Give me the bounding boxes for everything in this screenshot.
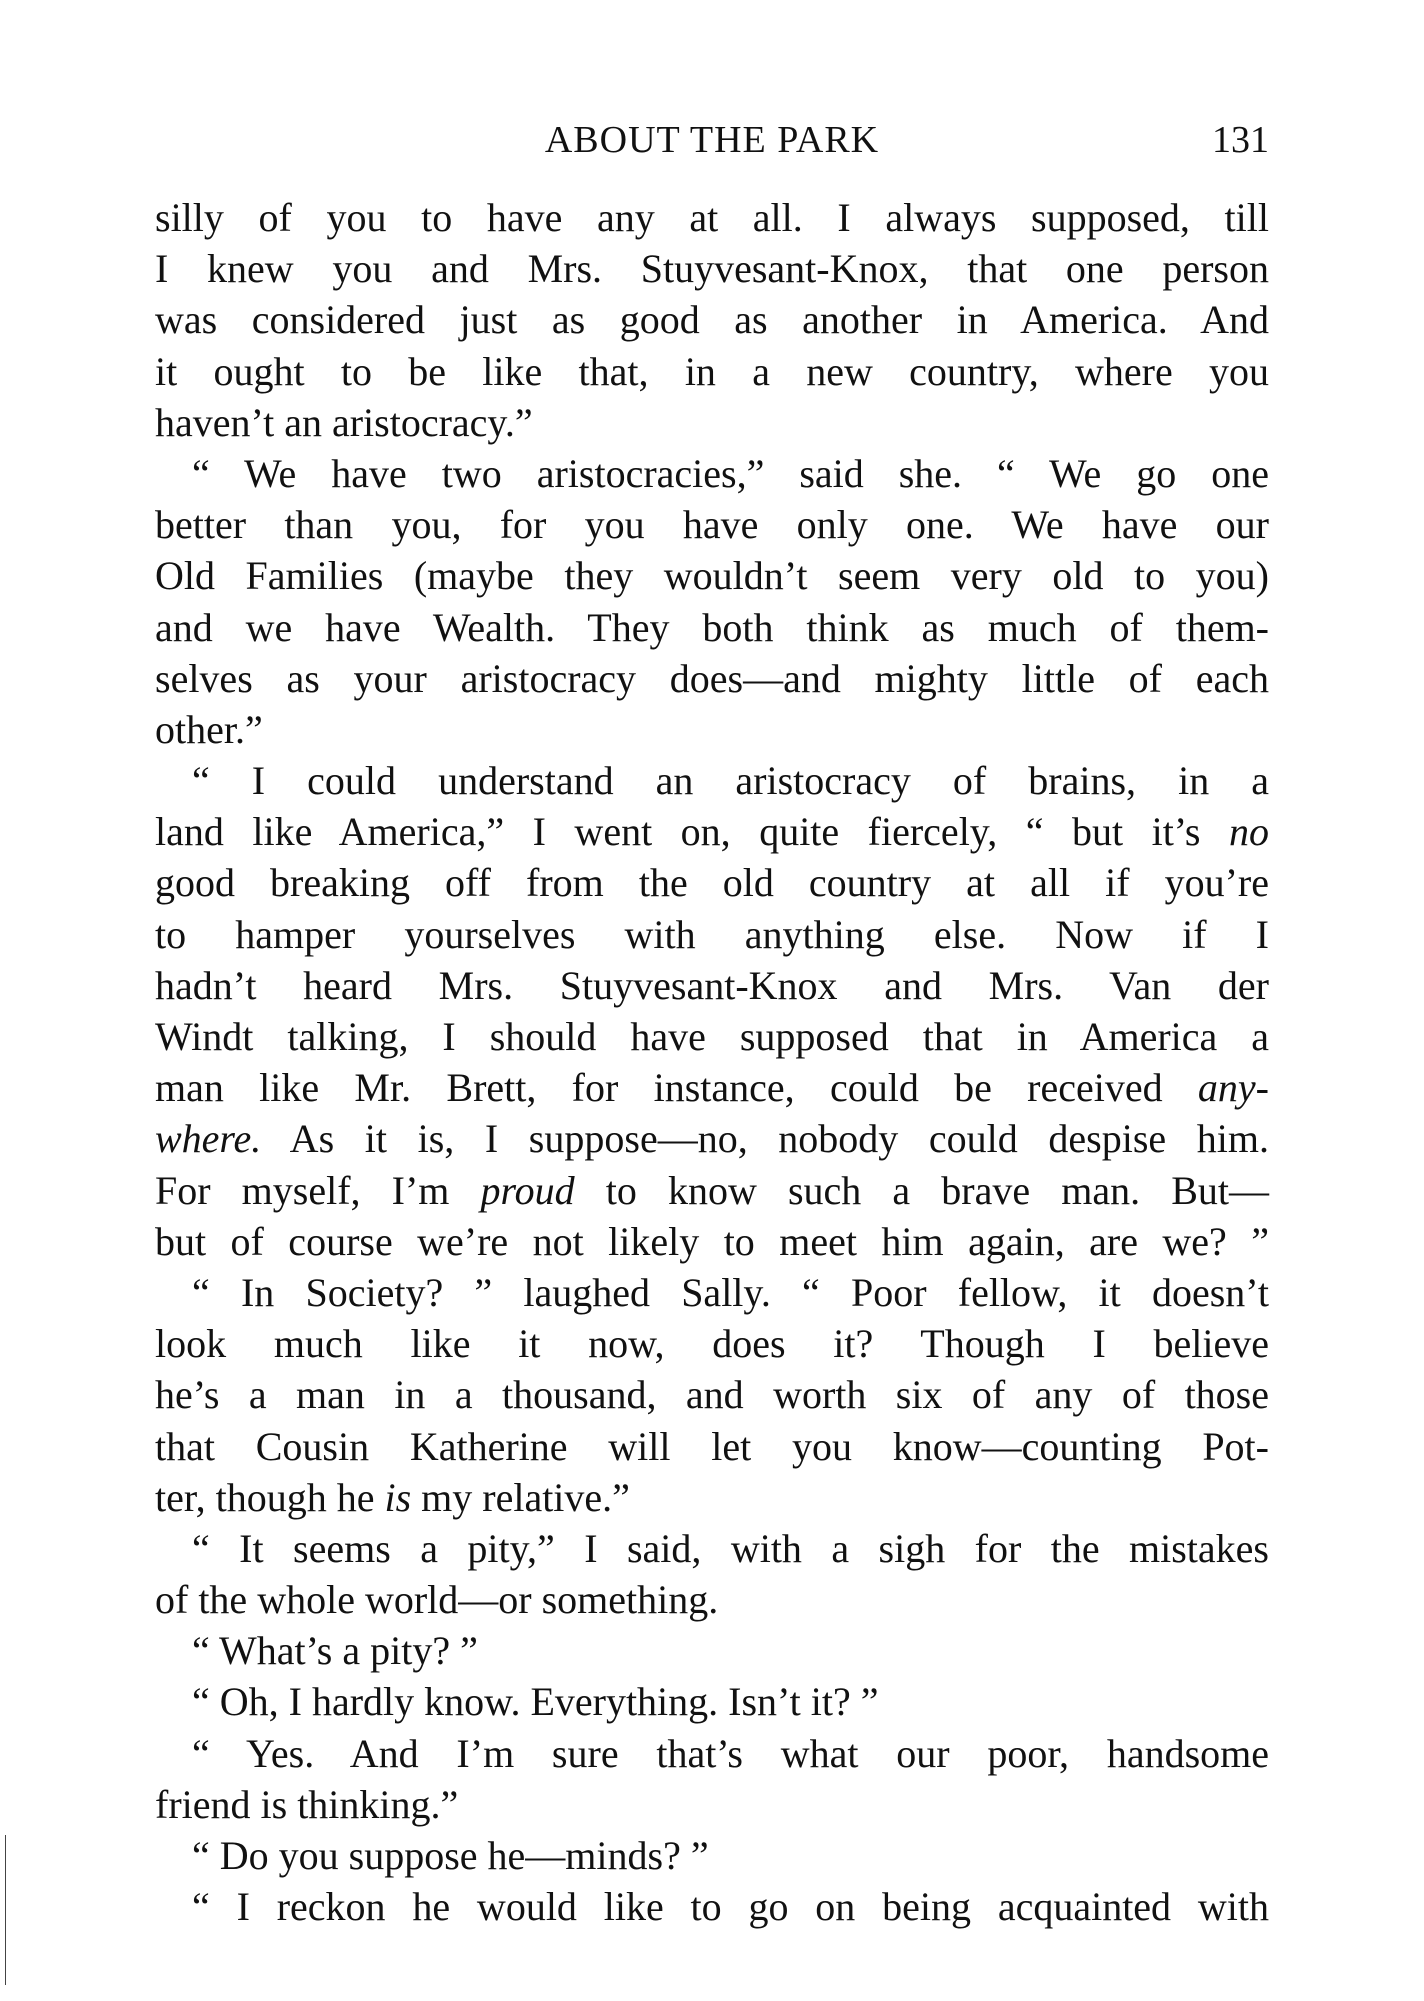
text-line — [155, 1676, 1269, 1727]
text-line — [155, 857, 1269, 908]
text-segment: selves as your aristocracy does—and mighty little of each — [155, 655, 1269, 701]
text-segment: “ Oh, I hardly know. Everything. Isn’t it? ” — [192, 1679, 879, 1725]
text-segment: man like Mr. Brett, for instance, could be received — [155, 1065, 1198, 1111]
text-segment: “ I reckon he would like to go on being acquainted with — [192, 1884, 1269, 1930]
text-line — [155, 294, 1269, 345]
text-segment: hadn’t heard Mrs. Stuyvesant-Knox and Mrs. Van der — [155, 962, 1269, 1008]
margin-rule — [5, 1835, 6, 1985]
text-segment: to know such a brave man. But— — [574, 1167, 1270, 1213]
text-segment: “ We have two aristocracies,” said she. “ We go one — [192, 450, 1269, 496]
text-line — [155, 1165, 1269, 1216]
text-line — [155, 192, 1269, 243]
text-line — [155, 1113, 1269, 1164]
italic-text: where. — [155, 1116, 262, 1162]
text-line — [155, 755, 1269, 806]
text-segment: “ In Society? ” laughed Sally. “ Poor fellow, it doesn’t — [192, 1269, 1269, 1315]
text-line — [155, 1625, 1269, 1676]
text-segment: land like America,” I went on, quite fiercely, “ but it’s — [155, 809, 1229, 855]
text-line — [155, 960, 1269, 1011]
text-segment: “ I could understand an aristocracy of brains, in a — [192, 758, 1269, 804]
text-segment: Windt talking, I should have supposed that in America a — [155, 1014, 1269, 1059]
text-line — [155, 1523, 1269, 1574]
text-line — [155, 909, 1269, 960]
italic-text: is — [384, 1474, 412, 1520]
italic-text: any- — [1197, 1065, 1269, 1111]
text-line — [155, 448, 1269, 499]
text-segment: Old Families (maybe they wouldn’t seem very old to you) — [155, 553, 1269, 599]
text-segment: ter, though he — [155, 1474, 385, 1520]
text-segment: friend is thinking.” — [155, 1781, 459, 1827]
text-segment: For myself, I’m — [155, 1167, 481, 1213]
text-line — [155, 346, 1269, 397]
text-line — [155, 806, 1269, 857]
text-segment: good breaking off from the old country at all if you’re — [155, 860, 1269, 906]
page-number: 131 — [1212, 119, 1269, 161]
text-segment: but of course we’re not likely to meet him again, are we? ” — [155, 1218, 1269, 1264]
body-text — [155, 192, 1269, 1932]
text-line — [155, 1472, 1269, 1523]
running-title: ABOUT THE PARK — [544, 119, 880, 161]
italic-text: no — [1229, 809, 1269, 855]
text-line — [155, 397, 1269, 448]
text-segment: silly of you to have any at all. I always supposed, till — [155, 195, 1269, 240]
text-segment: “ Do you suppose he—minds? ” — [192, 1833, 709, 1878]
text-line — [155, 1369, 1269, 1420]
text-segment: my relative.” — [411, 1474, 630, 1520]
text-line — [155, 1830, 1269, 1881]
text-line — [155, 1779, 1269, 1830]
text-line — [155, 1318, 1269, 1369]
text-segment: was considered just as good as another in America. And — [155, 297, 1269, 343]
text-line — [155, 243, 1269, 294]
text-line — [155, 1421, 1269, 1472]
text-segment: “ Yes. And I’m sure that’s what our poor, handsome — [192, 1730, 1269, 1776]
text-segment: As it is, I suppose—no, nobody could despise him. — [261, 1116, 1269, 1162]
text-line — [155, 1216, 1269, 1267]
text-segment: to hamper yourselves with anything else. Now if I — [155, 911, 1269, 957]
text-line — [155, 704, 1269, 755]
text-segment: and we have Wealth. They both think as much of them- — [155, 604, 1269, 650]
text-line — [155, 1267, 1269, 1318]
text-segment: that Cousin Katherine will let you know—counting Pot- — [155, 1423, 1269, 1469]
text-line — [155, 550, 1269, 601]
text-segment: other.” — [155, 706, 263, 752]
text-segment: better than you, for you have only one. We have our — [155, 502, 1269, 548]
text-segment: haven’t an aristocracy.” — [155, 399, 533, 445]
text-line — [155, 653, 1269, 704]
italic-text: proud — [480, 1167, 575, 1213]
text-segment: “ What’s a pity? ” — [192, 1628, 478, 1674]
text-segment: look much like it now, does it? Though I believe — [155, 1321, 1269, 1367]
text-line — [155, 1728, 1269, 1779]
text-line — [155, 1011, 1269, 1062]
text-segment: “ It seems a pity,” I said, with a sigh for the mistakes — [192, 1525, 1269, 1571]
text-segment: it ought to be like that, in a new country, where you — [155, 348, 1269, 394]
text-line — [155, 1062, 1269, 1113]
text-line — [155, 499, 1269, 550]
page-header — [155, 114, 1269, 166]
text-line — [155, 602, 1269, 653]
text-segment: of the whole world—or something. — [155, 1577, 719, 1623]
text-line — [155, 1574, 1269, 1625]
text-segment: I knew you and Mrs. Stuyvesant-Knox, that one person — [155, 246, 1269, 292]
text-line — [155, 1881, 1269, 1932]
text-segment: he’s a man in a thousand, and worth six of any of those — [155, 1372, 1269, 1418]
